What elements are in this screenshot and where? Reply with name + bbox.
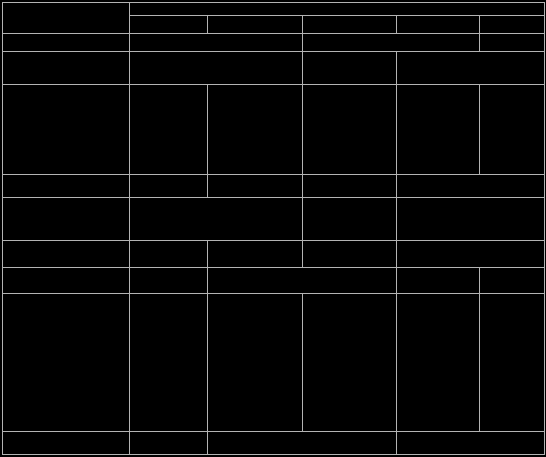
column-group-header <box>130 3 545 16</box>
table-cell <box>130 197 303 240</box>
table-cell <box>130 240 208 267</box>
table-cell <box>397 432 545 455</box>
table-cell <box>480 294 545 432</box>
table-row <box>3 294 545 432</box>
table-cell <box>130 267 208 294</box>
table-cell <box>303 33 480 52</box>
table-row <box>3 52 545 85</box>
table-cell <box>208 174 303 197</box>
table-row <box>3 240 545 267</box>
row-label <box>3 197 130 240</box>
row-label <box>3 85 130 175</box>
table-cell <box>480 33 545 52</box>
table-cell <box>480 85 545 175</box>
table-cell <box>397 52 545 85</box>
table-cell <box>130 85 208 175</box>
table-cell <box>208 432 397 455</box>
table-cell <box>303 240 397 267</box>
table-cell <box>130 432 208 455</box>
table-cell <box>397 197 545 240</box>
column-header <box>397 16 480 34</box>
table-cell <box>397 294 480 432</box>
table-row <box>3 33 545 52</box>
table-cell <box>130 33 303 52</box>
table-row <box>3 432 545 455</box>
table-cell <box>208 294 303 432</box>
table-cell <box>130 294 208 432</box>
table-cell <box>397 240 545 267</box>
table-row <box>3 85 545 175</box>
table-cell <box>208 240 303 267</box>
table-cell <box>130 174 208 197</box>
row-label <box>3 240 130 267</box>
table-row <box>3 197 545 240</box>
column-header <box>208 16 303 34</box>
row-label <box>3 267 130 294</box>
table-cell <box>303 174 397 197</box>
row-label <box>3 174 130 197</box>
header-row <box>3 3 545 16</box>
table-cell <box>303 197 397 240</box>
table-cell <box>208 267 397 294</box>
table-cell <box>303 52 397 85</box>
column-header <box>480 16 545 34</box>
table-cell <box>208 85 303 175</box>
table-cell <box>303 294 397 432</box>
table-cell <box>397 267 480 294</box>
column-header <box>130 16 208 34</box>
table-cell <box>397 174 545 197</box>
table-cell <box>303 85 397 175</box>
table-row <box>3 174 545 197</box>
row-header-label <box>3 3 130 34</box>
table-cell <box>480 267 545 294</box>
row-label <box>3 52 130 85</box>
row-label <box>3 33 130 52</box>
comparison-table <box>2 2 545 455</box>
table-row <box>3 267 545 294</box>
row-label <box>3 432 130 455</box>
row-label <box>3 294 130 432</box>
column-header <box>303 16 397 34</box>
table-cell <box>397 85 480 175</box>
table-cell <box>130 52 303 85</box>
